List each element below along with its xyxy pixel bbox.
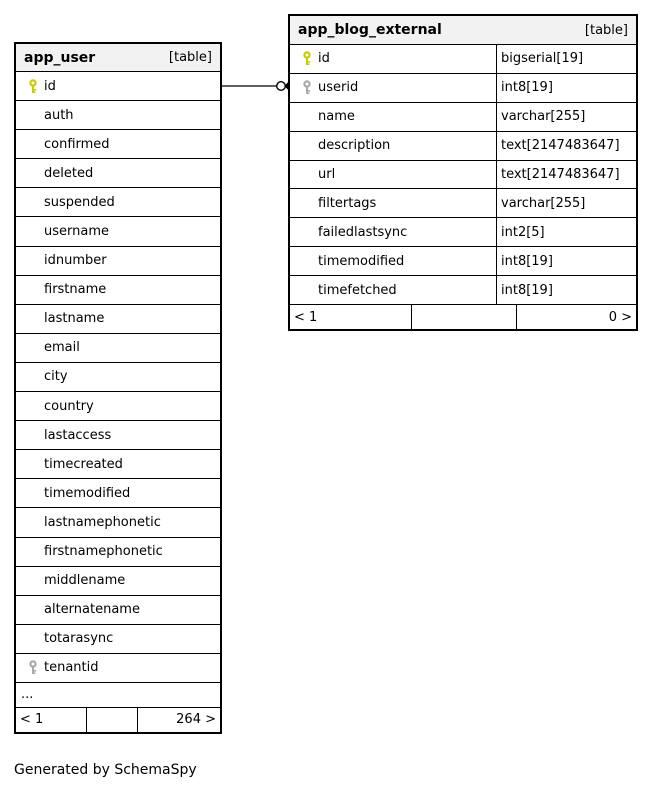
key-cell bbox=[16, 596, 44, 624]
key-cell bbox=[290, 45, 318, 73]
column-row-firstname bbox=[16, 276, 220, 305]
column-row-filtertags bbox=[290, 189, 636, 218]
column-name: middlename bbox=[44, 573, 126, 589]
column-row-confirmed bbox=[16, 130, 220, 159]
key-cell bbox=[16, 276, 44, 304]
column-row-firstnamephonetic bbox=[16, 538, 220, 567]
column-type: varchar[255] bbox=[496, 189, 636, 217]
column-name: city bbox=[44, 369, 68, 385]
column-name: totarasync bbox=[44, 631, 114, 647]
column-name: confirmed bbox=[44, 136, 110, 152]
key-cell bbox=[16, 508, 44, 536]
table-degree-footer bbox=[290, 305, 636, 329]
column-name: timemodified bbox=[44, 485, 131, 501]
column-name: firstname bbox=[44, 282, 107, 298]
middle-degree-cell bbox=[87, 708, 138, 732]
cardinality-circle-icon bbox=[277, 82, 286, 91]
key-cell bbox=[290, 161, 318, 189]
foreign-key-icon bbox=[302, 80, 312, 95]
column-type: int2[5] bbox=[496, 218, 636, 246]
column-name: username bbox=[44, 224, 109, 240]
column-row-id bbox=[16, 72, 220, 101]
column-row-city bbox=[16, 363, 220, 392]
foreign-key-icon bbox=[28, 660, 38, 675]
key-cell bbox=[16, 654, 44, 682]
table-name: app_user bbox=[24, 49, 96, 66]
key-cell bbox=[16, 421, 44, 449]
column-row-suspended bbox=[16, 188, 220, 217]
column-row-idnumber bbox=[16, 247, 220, 276]
more-columns-ellipsis: ... bbox=[16, 683, 220, 708]
table-header[interactable] bbox=[16, 44, 220, 72]
table-name: app_blog_external bbox=[298, 22, 442, 38]
key-cell bbox=[16, 305, 44, 333]
key-cell bbox=[290, 189, 318, 217]
key-cell bbox=[16, 392, 44, 420]
column-name: failedlastsync bbox=[318, 224, 408, 240]
column-name: id bbox=[318, 51, 330, 67]
entity-table-app_user[interactable] bbox=[14, 42, 222, 734]
column-name: email bbox=[44, 340, 80, 356]
column-type: int8[19] bbox=[496, 247, 636, 275]
column-type: varchar[255] bbox=[496, 103, 636, 131]
entity-table-app_blog_external[interactable] bbox=[288, 14, 638, 331]
key-cell bbox=[290, 132, 318, 160]
column-name: firstnamephonetic bbox=[44, 544, 163, 560]
column-type: text[2147483647] bbox=[496, 161, 636, 189]
column-name: suspended bbox=[44, 194, 115, 210]
column-row-alternatename bbox=[16, 596, 220, 625]
key-cell bbox=[16, 247, 44, 275]
column-row-failedlastsync bbox=[290, 218, 636, 247]
column-name: timefetched bbox=[318, 282, 397, 298]
child-degree-cell: 264 > bbox=[176, 712, 216, 728]
column-row-description bbox=[290, 132, 636, 161]
column-row-auth bbox=[16, 101, 220, 130]
table-type-badge: [table] bbox=[168, 50, 212, 65]
column-name: description bbox=[318, 138, 391, 154]
primary-key-icon bbox=[302, 51, 312, 66]
key-cell bbox=[290, 218, 318, 246]
column-name: filtertags bbox=[318, 195, 377, 211]
column-row-name bbox=[290, 103, 636, 132]
key-cell bbox=[16, 567, 44, 595]
parent-degree-cell: < 1 bbox=[16, 708, 87, 732]
key-cell bbox=[16, 217, 44, 245]
column-row-timemodified bbox=[16, 479, 220, 508]
column-type: text[2147483647] bbox=[496, 132, 636, 160]
column-name: idnumber bbox=[44, 253, 107, 269]
column-name: lastaccess bbox=[44, 427, 112, 443]
column-row-timefetched bbox=[290, 276, 636, 305]
column-name: lastnamephonetic bbox=[44, 514, 161, 530]
column-row-middlename bbox=[16, 567, 220, 596]
primary-key-icon bbox=[28, 79, 38, 94]
column-row-lastaccess bbox=[16, 421, 220, 450]
table-type-badge: [table] bbox=[584, 22, 628, 38]
column-row-lastnamephonetic bbox=[16, 508, 220, 537]
column-name: id bbox=[44, 78, 56, 94]
column-name: userid bbox=[318, 80, 359, 96]
key-cell bbox=[290, 247, 318, 275]
key-cell bbox=[16, 363, 44, 391]
column-row-country bbox=[16, 392, 220, 421]
column-row-url bbox=[290, 161, 636, 190]
key-cell bbox=[16, 479, 44, 507]
column-row-lastname bbox=[16, 305, 220, 334]
child-degree-cell: 0 > bbox=[608, 309, 632, 325]
key-cell bbox=[16, 101, 44, 129]
column-name: timemodified bbox=[318, 253, 405, 269]
key-cell bbox=[16, 625, 44, 653]
key-cell bbox=[290, 74, 318, 102]
column-row-timecreated bbox=[16, 450, 220, 479]
column-name: tenantid bbox=[44, 660, 99, 676]
table-degree-footer bbox=[16, 708, 220, 732]
column-row-tenantid bbox=[16, 654, 220, 683]
column-row-id bbox=[290, 45, 636, 74]
column-name: name bbox=[318, 109, 355, 125]
middle-degree-cell bbox=[412, 305, 517, 329]
key-cell bbox=[16, 450, 44, 478]
column-name: auth bbox=[44, 107, 74, 123]
column-row-timemodified bbox=[290, 247, 636, 276]
key-cell bbox=[290, 103, 318, 131]
key-cell bbox=[16, 72, 44, 100]
key-cell bbox=[16, 130, 44, 158]
key-cell bbox=[16, 538, 44, 566]
generated-by-label: Generated by SchemaSpy bbox=[14, 762, 197, 778]
key-cell bbox=[16, 159, 44, 187]
column-row-totarasync bbox=[16, 625, 220, 654]
column-name: deleted bbox=[44, 165, 94, 181]
column-name: lastname bbox=[44, 311, 105, 327]
key-cell bbox=[16, 334, 44, 362]
column-row-userid bbox=[290, 74, 636, 103]
key-cell bbox=[290, 276, 318, 304]
column-type: int8[19] bbox=[496, 276, 636, 304]
column-row-email bbox=[16, 334, 220, 363]
column-name: alternatename bbox=[44, 602, 140, 618]
column-type: bigserial[19] bbox=[496, 45, 636, 73]
column-name: timecreated bbox=[44, 456, 123, 472]
column-row-username bbox=[16, 217, 220, 246]
parent-degree-cell: < 1 bbox=[290, 305, 412, 329]
column-row-deleted bbox=[16, 159, 220, 188]
column-type: int8[19] bbox=[496, 74, 636, 102]
column-name: country bbox=[44, 398, 94, 414]
column-name: url bbox=[318, 167, 336, 182]
key-cell bbox=[16, 188, 44, 216]
table-header[interactable] bbox=[290, 16, 636, 45]
